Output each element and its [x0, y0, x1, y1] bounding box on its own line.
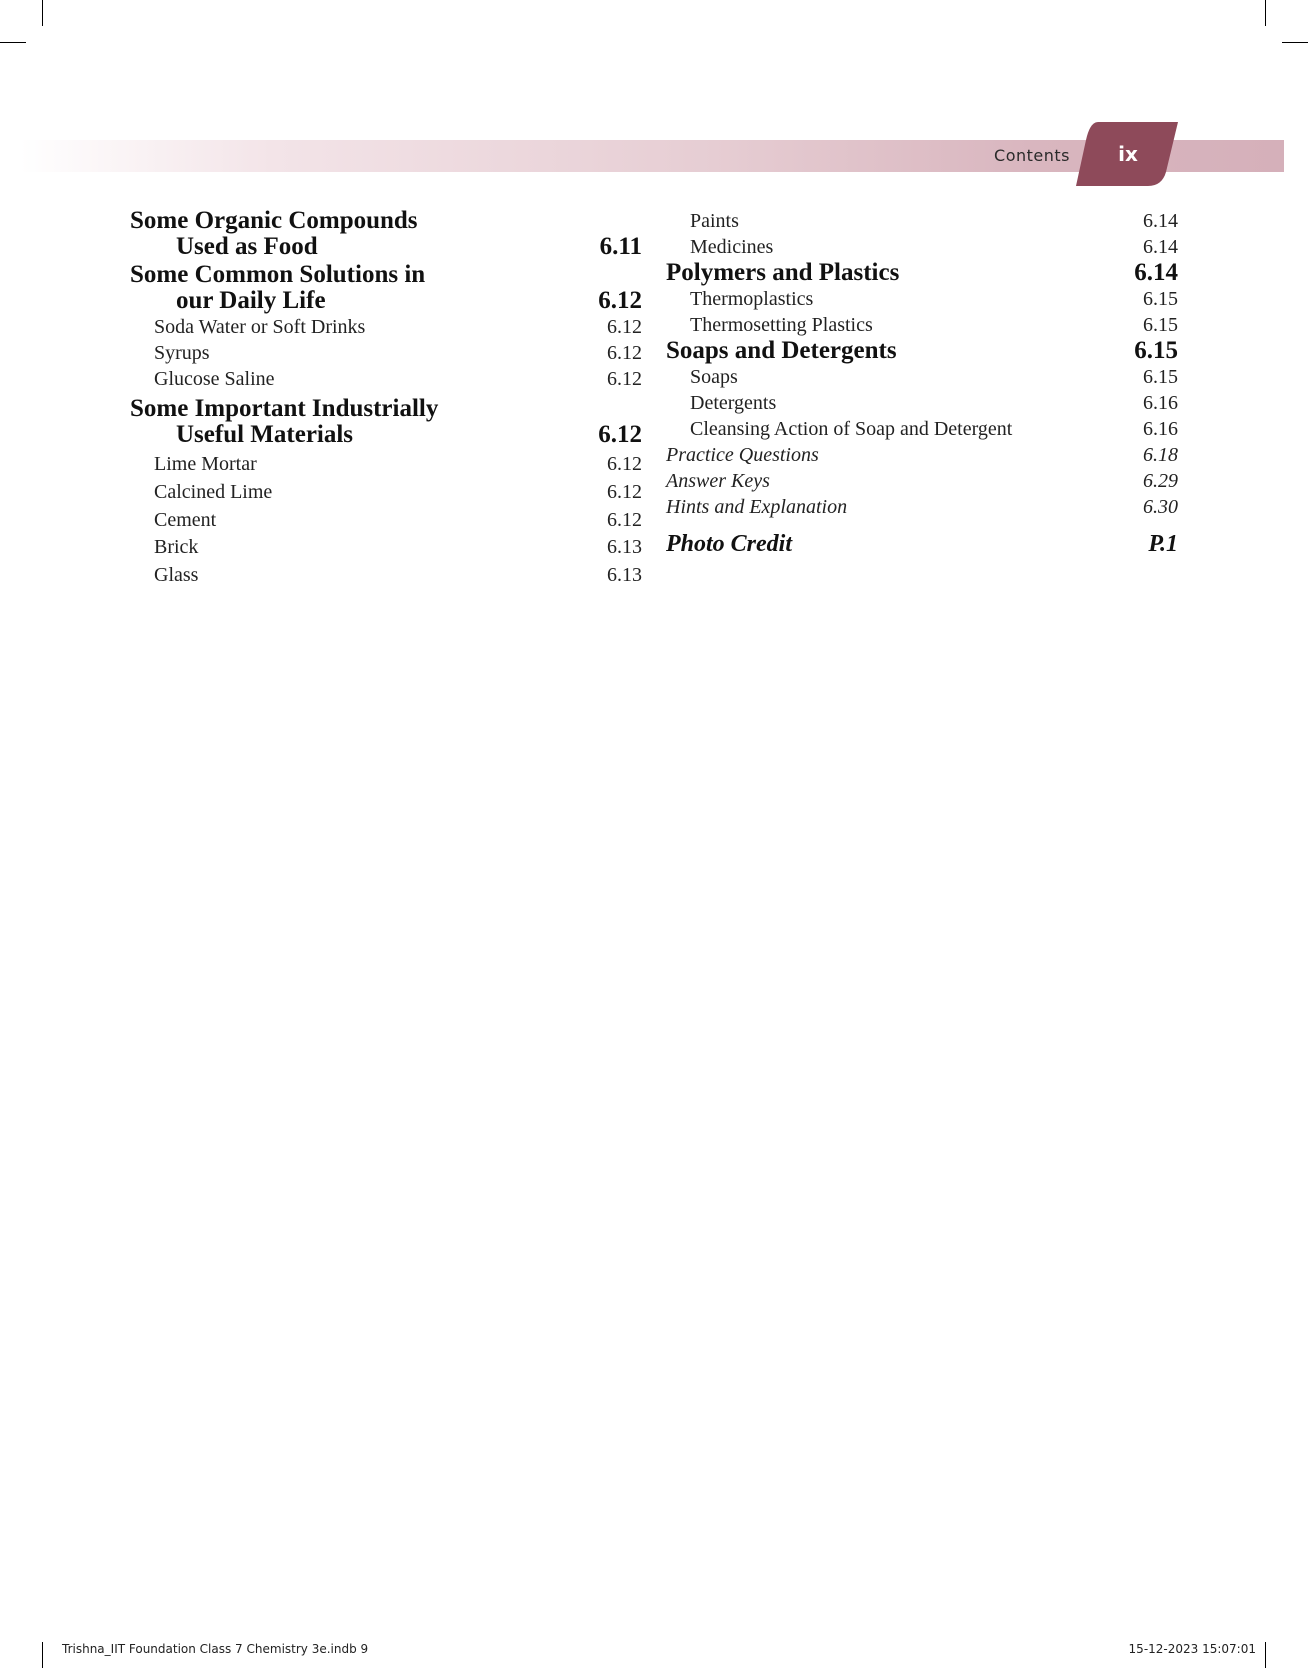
toc-page-number: 6.12: [598, 421, 642, 448]
footer-timestamp: 15-12-2023 15:07:01: [1128, 1642, 1256, 1656]
toc-page-number: 6.13: [607, 564, 642, 586]
toc-page-number: 6.16: [1143, 418, 1178, 440]
crop-mark-bottom-right: [1265, 1642, 1266, 1668]
toc-page-number: 6.12: [607, 342, 642, 364]
toc-page-number: 6.12: [607, 481, 642, 503]
crop-mark-top-left: [42, 0, 43, 26]
toc-page-number: 6.12: [598, 287, 642, 314]
toc-page-number: 6.29: [1143, 470, 1178, 492]
toc-page-number: 6.15: [1143, 314, 1178, 336]
toc-page-number: 6.15: [1143, 366, 1178, 388]
toc-page-number: 6.16: [1143, 392, 1178, 414]
crop-mark-bottom-left: [42, 1642, 43, 1668]
toc-section[interactable]: Some Important Industrially Useful Materials 6.12: [130, 395, 642, 448]
toc-page-number: 6.11: [599, 233, 642, 260]
toc-subsection[interactable]: Soda Water or Soft Drinks 6.12: [154, 316, 642, 338]
toc-subsection[interactable]: Thermosetting Plastics 6.15: [690, 314, 1178, 336]
toc-subsection[interactable]: Thermoplastics 6.15: [690, 288, 1178, 310]
toc-page-number: 6.15: [1143, 288, 1178, 310]
toc-section[interactable]: Polymers and Plastics 6.14: [666, 259, 1178, 286]
footer-file-info: Trishna_IIT Foundation Class 7 Chemistry 3e.indb 9: [62, 1642, 369, 1656]
toc-subsection[interactable]: Detergents 6.16: [690, 392, 1178, 414]
toc-page-number: 6.13: [607, 536, 642, 558]
toc-page-number: 6.14: [1143, 210, 1178, 232]
toc-page-number: P.1: [1148, 531, 1178, 557]
toc-subsection[interactable]: Cement 6.12: [130, 506, 642, 534]
crop-mark-top-left-h: [0, 42, 26, 43]
crop-mark-top-right-h: [1282, 42, 1308, 43]
toc-subsection[interactable]: Soaps 6.15: [690, 366, 1178, 388]
toc-page-number: 6.15: [1134, 337, 1178, 364]
toc-right-column: [666, 208, 1178, 558]
toc-page-number: 6.30: [1143, 496, 1178, 518]
toc-page-number: 6.14: [1134, 259, 1178, 286]
header-label: Contents: [994, 146, 1070, 165]
toc-page-number: 6.18: [1143, 444, 1178, 466]
toc-page-number: 6.14: [1143, 236, 1178, 258]
toc-subsection[interactable]: Medicines 6.14: [690, 236, 1178, 258]
toc-subsection[interactable]: Brick 6.13: [130, 534, 642, 561]
toc-subsection[interactable]: Cleansing Action of Soap and Detergent 6.16: [690, 418, 1178, 440]
toc-section[interactable]: Soaps and Detergents 6.15: [666, 337, 1178, 364]
toc-page-number: 6.12: [607, 368, 642, 390]
toc-page-number: 6.12: [607, 509, 642, 531]
toc-back-matter[interactable]: Hints and Explanation 6.30: [666, 496, 1178, 518]
toc-photo-credit[interactable]: Photo Credit P.1: [666, 531, 1178, 557]
toc-page-number: 6.12: [607, 316, 642, 338]
toc-page-number: 6.12: [607, 453, 642, 475]
toc-subsection[interactable]: Calcined Lime 6.12: [130, 478, 642, 506]
toc-subsection[interactable]: Glucose Saline 6.12: [154, 368, 642, 390]
toc-back-matter[interactable]: Practice Questions 6.18: [666, 444, 1178, 466]
toc-subsection[interactable]: Paints 6.14: [690, 210, 1178, 232]
toc-section[interactable]: Some Common Solutions in our Daily Life 6.12: [130, 261, 642, 314]
page-number: ix: [1118, 142, 1138, 166]
crop-mark-top-right: [1265, 0, 1266, 26]
toc-section[interactable]: Some Organic Compounds Used as Food 6.11: [130, 207, 642, 260]
toc-subsection[interactable]: Glass 6.13: [130, 561, 642, 589]
toc-subsection[interactable]: Lime Mortar 6.12: [130, 450, 642, 478]
toc-left-column: [130, 208, 642, 589]
toc-back-matter[interactable]: Answer Keys 6.29: [666, 470, 1178, 492]
toc-subsection[interactable]: Syrups 6.12: [154, 342, 642, 364]
